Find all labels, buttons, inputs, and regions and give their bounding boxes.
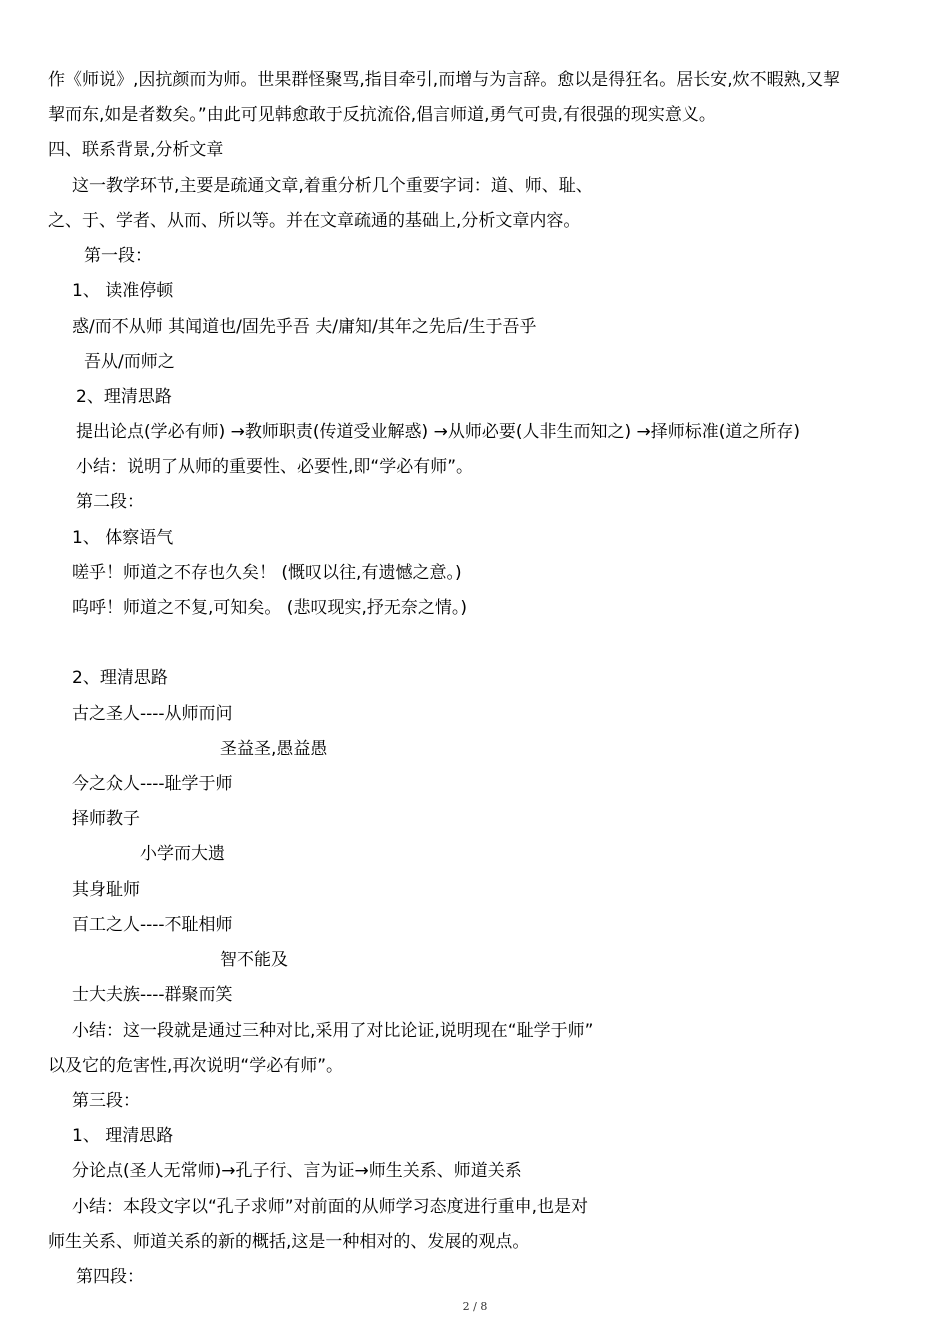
list-item: 2、理清思路	[72, 668, 168, 688]
summary-line: 小结：这一段就是通过三种对比,采用了对比论证,说明现在“耻学于师”	[72, 1021, 594, 1041]
text-line: 分论点(圣人无常师)→孔子行、言为证→师生关系、师道关系	[72, 1161, 522, 1181]
page-number: 2 / 8	[462, 1300, 488, 1313]
text-line: 古之圣人----从师而问	[72, 704, 233, 724]
list-item: 1、 体察语气	[72, 528, 174, 548]
list-item: 1、 读准停顿	[72, 281, 174, 301]
summary-line: 小结：本段文字以“孔子求师”对前面的从师学习态度进行重申,也是对	[72, 1197, 589, 1217]
text-line: 士大夫族----群聚而笑	[72, 985, 233, 1005]
list-item: 2、理清思路	[76, 387, 172, 407]
text-line: 择师教子	[72, 809, 140, 829]
text-line: 呜呼！师道之不复,可知矣。 (悲叹现实,抒无奈之情。)	[72, 598, 467, 618]
text-line: 这一教学环节,主要是疏通文章,着重分析几个重要字词：道、师、耻、	[72, 176, 593, 196]
text-line: 小学而大遗	[140, 844, 225, 864]
text-line: 提出论点(学必有师) →教师职责(传道受业解惑) →从师必要(人非生而知之) →择师标准(道之所存)	[76, 422, 801, 442]
text-line: 吾从/而师之	[84, 352, 175, 372]
paragraph-heading: 第一段：	[84, 246, 152, 266]
text-line: 作《师说》,因抗颜而为师。世果群怪聚骂,指目牵引,而增与为言辞。愈以是得狂名。居长安,炊不暇熟,又挈	[48, 70, 841, 90]
text-line: 师生关系、师道关系的新的概括,这是一种相对的、发展的观点。	[48, 1232, 530, 1252]
text-line: 之、于、学者、从而、所以等。并在文章疏通的基础上,分析文章内容。	[48, 211, 581, 231]
text-line: 挈而东,如是者数矣。”由此可见韩愈敢于反抗流俗,倡言师道,勇气可贵,有很强的现实意义。	[48, 105, 716, 125]
paragraph-heading: 第二段：	[76, 492, 144, 512]
text-line: 其身耻师	[72, 880, 140, 900]
text-line: 惑/而不从师 其闻道也/固先乎吾 夫/庸知/其年之先后/生于吾乎	[72, 317, 537, 337]
text-line: 智不能及	[220, 950, 288, 970]
section-heading: 四、联系背景,分析文章	[48, 140, 224, 160]
summary-line: 小结：说明了从师的重要性、必要性,即“学必有师”。	[76, 457, 474, 477]
text-line: 嗟乎！师道之不存也久矣！ (慨叹以往,有遗憾之意。)	[72, 563, 462, 583]
text-line: 今之众人----耻学于师	[72, 774, 233, 794]
text-line: 圣益圣,愚益愚	[220, 739, 328, 759]
list-item: 1、 理清思路	[72, 1126, 174, 1146]
paragraph-heading: 第四段：	[76, 1267, 144, 1287]
text-line: 百工之人----不耻相师	[72, 915, 233, 935]
paragraph-heading: 第三段：	[72, 1091, 140, 1111]
text-line: 以及它的危害性,再次说明“学必有师”。	[48, 1056, 344, 1076]
